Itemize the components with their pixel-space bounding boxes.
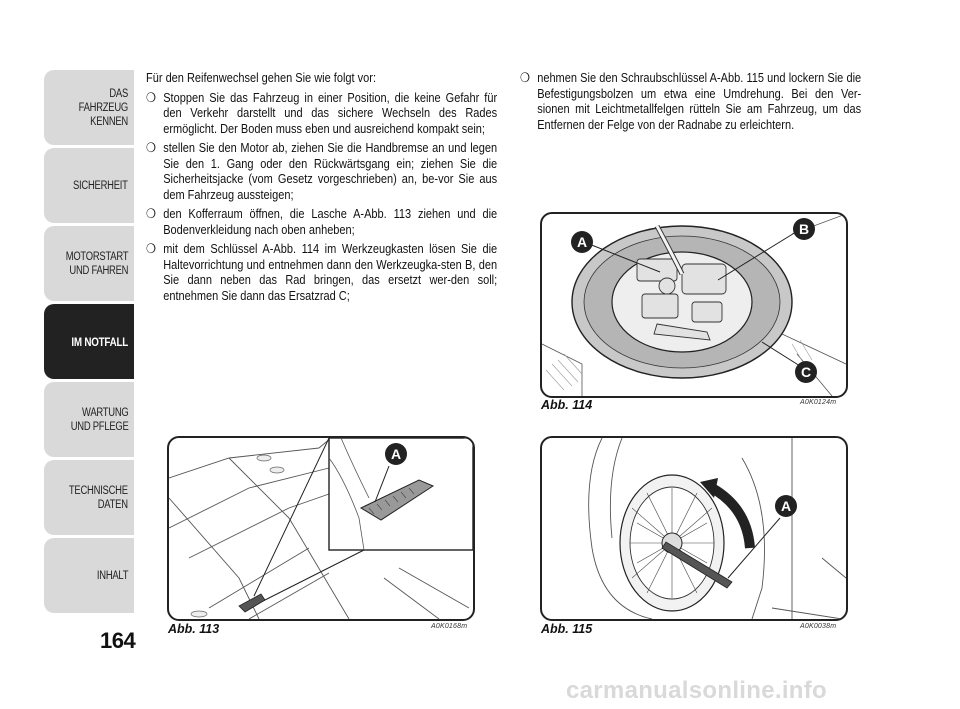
- callout-b: [793, 218, 815, 240]
- tab-sicherheit[interactable]: [44, 148, 134, 223]
- callout-c: [795, 361, 817, 383]
- tab-inhalt[interactable]: [44, 538, 134, 613]
- tab-label: INHALT: [96, 569, 128, 582]
- figure-abb-115: [540, 436, 848, 621]
- svg-text:A: A: [576, 234, 588, 250]
- list-item-text: stellen Sie den Motor ab, ziehen Sie die Handbremse an und legen Sie den 1. Gang oder den Rückwärtsgang ein; ziehen Sie die Sicherheitsjacke (vom Gesetz vorgeschrieben) an, be-vor Sie aus dem Fahrzeug aussteigen;: [163, 140, 498, 202]
- list-item: [146, 206, 497, 237]
- trunk-floor-illustration: [169, 438, 473, 619]
- list-item: [146, 90, 497, 137]
- figure-code: A0K0124m: [800, 399, 837, 406]
- left-column: [146, 70, 498, 307]
- tab-im-notfall[interactable]: [44, 304, 134, 379]
- list-item: [146, 241, 497, 303]
- callout-a: [775, 495, 797, 517]
- tab-label: SICHERHEIT: [73, 179, 128, 192]
- list-item-text: nehmen Sie den Schraubschlüssel A-Abb. 115 und lockern Sie die Befestigungsbolzen um etwa eine Umdrehung. Bei den Ver-sionen mit Leichtmetallfelgen rütteln Sie am Fahrzeug, um das Entfernen der Felge von der Radnabe zu erleichtern.: [537, 70, 862, 132]
- tab-label: TECHNISCHE DATEN: [69, 484, 128, 511]
- figure-code: A0K0038m: [800, 623, 837, 630]
- bullet-icon: ❍: [146, 140, 157, 155]
- figure-caption: Abb. 114: [541, 398, 593, 412]
- tab-label: DAS FAHRZEUG KENNEN: [78, 87, 128, 128]
- spare-wheel-illustration: [542, 214, 846, 396]
- list-item: [146, 140, 497, 202]
- tab-label: IM NOTFALL: [71, 334, 128, 349]
- tab-label: MOTORSTART UND FAHREN: [65, 250, 128, 277]
- list-item-text: mit dem Schlüssel A-Abb. 114 im Werkzeugkasten lösen Sie die Haltevorrichtung und entnehmen dann den Werkzeugka-sten B, den Sie dann neben das Rad bringen, das ersetzt wer-den soll; entnehmen Sie dann das Ersatzrad C;: [163, 241, 498, 303]
- wheel-wrench-illustration: [542, 438, 846, 619]
- tab-wartung[interactable]: [44, 382, 134, 457]
- svg-text:B: B: [798, 221, 810, 237]
- bullet-icon: ❍: [146, 89, 157, 105]
- list-item-text: den Kofferraum öffnen, die Lasche A-Abb. 113 ziehen und die Bodenverkleidung nach oben anheben;: [163, 206, 498, 237]
- figure-abb-114: [540, 212, 848, 398]
- tab-das-fahrzeug-kennen[interactable]: [44, 70, 134, 145]
- svg-text:C: C: [800, 364, 812, 380]
- tab-motorstart[interactable]: [44, 226, 134, 301]
- list-item: [520, 70, 861, 132]
- tab-label: WARTUNG UND PFLEGE: [70, 406, 128, 433]
- bullet-icon: ❍: [146, 241, 157, 256]
- intro-text: Für den Reifenwechsel gehen Sie wie folgt vor:: [146, 70, 377, 85]
- bullet-icon: ❍: [146, 206, 157, 221]
- figure-caption: Abb. 115: [541, 622, 593, 636]
- right-column: [520, 70, 862, 136]
- svg-text:A: A: [390, 446, 402, 462]
- figure-code: A0K0168m: [431, 623, 468, 630]
- figure-caption: Abb. 113: [168, 622, 220, 636]
- callout-a: [571, 231, 593, 253]
- figure-abb-113: [167, 436, 475, 621]
- callout-a: [385, 443, 407, 465]
- bullet-icon: ❍: [520, 70, 531, 85]
- svg-text:A: A: [780, 498, 792, 514]
- list-item-text: Stoppen Sie das Fahrzeug in einer Position, die keine Gefahr für den Verkehr darstellt und das sichere Wechseln des Rades ermöglicht. Der Boden muss eben und ausreichend kompakt sein;: [163, 89, 498, 136]
- tab-technische-daten[interactable]: [44, 460, 134, 535]
- page-number: 164: [100, 628, 136, 653]
- watermark: carmanualsonline.info: [566, 677, 828, 704]
